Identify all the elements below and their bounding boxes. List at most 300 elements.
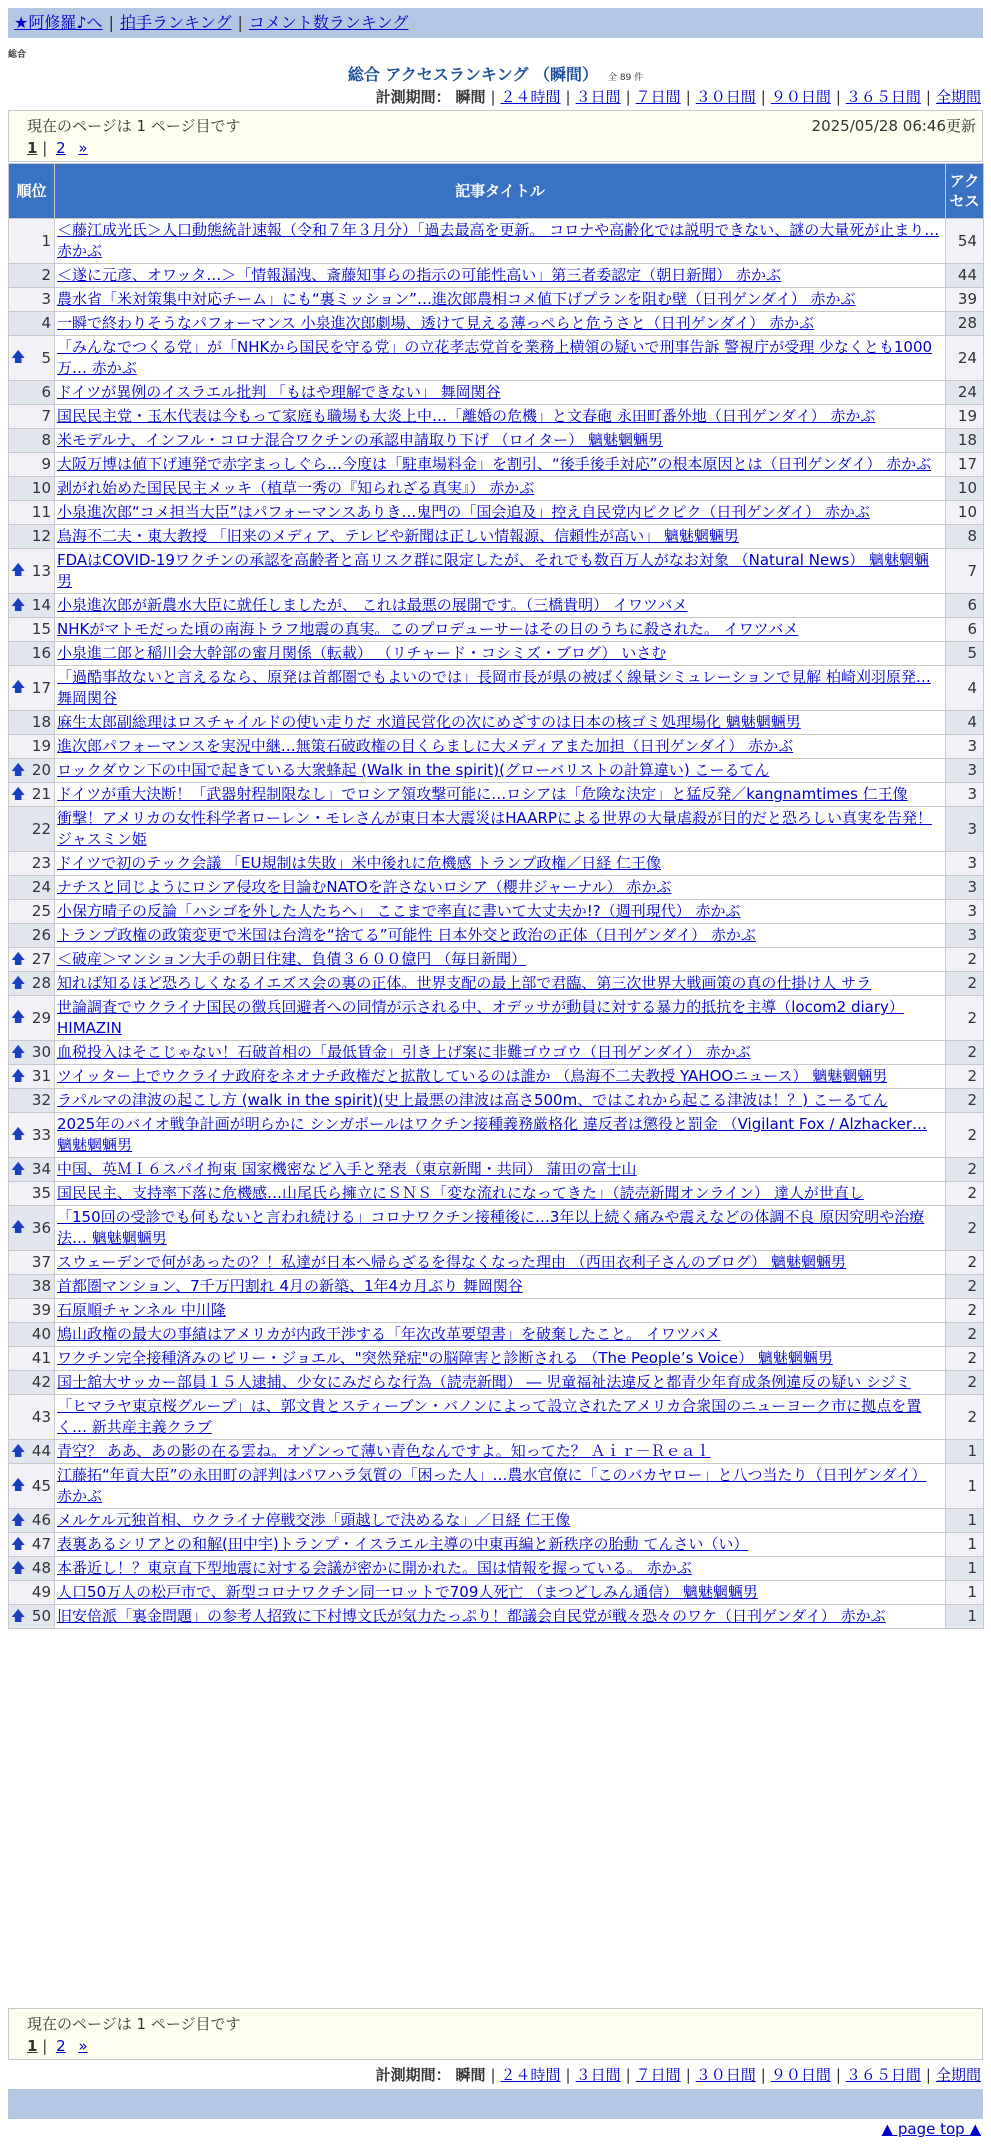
article-link[interactable]: ＜藤江成光氏＞人口動態統計速報（令和７年３月分）「過去最高を更新。 コロナや高齢化では説明できない、謎の大量死が止まり… 赤かぶ: [57, 221, 940, 260]
rank-cell: [9, 453, 55, 477]
article-link[interactable]: 小泉進次郎“コメ担当大臣”はパフォーマンスありき…鬼門の「国会追及」控え自民党内ピクピク（日刊ゲンダイ） 赤かぶ: [57, 503, 870, 521]
article-link[interactable]: 鳥海不二夫・東大教授 「旧来のメディア、テレビや新聞は正しい情報源、信頼性が高い」 魑魅魍魎男: [57, 527, 739, 545]
rank-up-arrow-icon: 🡅: [11, 1443, 26, 1459]
rank-number: 19: [31, 737, 51, 755]
title-cell: [55, 900, 946, 924]
rank-number: 48: [31, 1559, 51, 1577]
access-count: 2: [946, 1206, 984, 1251]
rank-up-arrow-icon: 🡅: [11, 1219, 26, 1236]
article-link[interactable]: 小泉進二郎と稲川会大幹部の蜜月関係（転載） （リチャード・コシミズ・ブログ） いさむ: [57, 644, 667, 662]
rank-number: 2: [41, 266, 51, 284]
article-link[interactable]: 世論調査でウクライナ国民の徴兵回避者への同情が示される中、オデッサが動員に対する暴力的抵抗を主導（locom2 diary） HIMAZIN: [57, 998, 904, 1037]
rank-up-arrow-icon: 🡅: [11, 562, 26, 579]
period-separator: |: [760, 88, 766, 106]
article-link[interactable]: ロックダウン下の中国で起きている大衆蜂起 (Walk in the spirit)(グローバリストの計算違い) こーるてん: [57, 761, 770, 779]
footer-bar: [8, 2089, 983, 2119]
rank-cell: [9, 972, 55, 996]
article-link[interactable]: 2025年のバイオ戦争計画が明らかに シンガポールはワクチン接種義務厳格化 違反者は懲役と罰金 （Vigilant Fox / Alzhacker… 魑魅魍魎男: [57, 1115, 927, 1154]
access-count: 24: [946, 336, 984, 381]
rank-number: 38: [31, 1277, 51, 1295]
title-cell: [55, 525, 946, 549]
period-separator: |: [490, 2066, 496, 2084]
access-count: 1: [946, 1581, 984, 1605]
period-selector-bottom: [376, 2064, 981, 2085]
table-row: [9, 807, 984, 852]
period-link-7d[interactable]: ７日間: [635, 2066, 681, 2084]
title-cell: [55, 1323, 946, 1347]
next-page-link[interactable]: »: [78, 2037, 88, 2055]
rank-number: 28: [31, 974, 51, 992]
rank-number: 42: [31, 1373, 51, 1391]
table-row: [9, 405, 984, 429]
rank-number: 43: [31, 1407, 51, 1426]
title-cell: [55, 264, 946, 288]
access-count: 2: [946, 1299, 984, 1323]
rank-cell: [9, 1182, 55, 1206]
article-link[interactable]: 小保方晴子の反論「ハシゴを外した人たちへ」 ここまで率直に書いて大丈夫か!?（週刊現代） 赤かぶ: [57, 902, 741, 920]
access-count: 3: [946, 783, 984, 807]
rank-cell: [9, 1371, 55, 1395]
access-count: 2: [946, 1275, 984, 1299]
period-link-all[interactable]: 全期間: [935, 88, 981, 106]
table-row: [9, 1509, 984, 1533]
rank-up-arrow-icon: 🡅: [11, 975, 26, 991]
table-row: [9, 1206, 984, 1251]
rank-cell: [9, 876, 55, 900]
access-count: 1: [946, 1464, 984, 1509]
article-link[interactable]: 「過酷事故ないと言えるなら、原発は首都圏でもよいのでは」長岡市長が県の被ばく線量シミュレーションで見解 柏崎刈羽原発… 舞岡関谷: [57, 668, 931, 707]
article-link[interactable]: ドイツで初のテック会議 「EU規制は失敗」米中後れに危機感 トランプ政権／日経 仁王像: [57, 854, 662, 872]
table-row: [9, 1089, 984, 1113]
rank-cell: [9, 1557, 55, 1581]
rank-up-arrow-icon: 🡅: [11, 1560, 26, 1576]
page-current: 1: [27, 139, 38, 157]
rank-number: 31: [31, 1067, 51, 1085]
title-cell: [55, 783, 946, 807]
table-row: [9, 642, 984, 666]
period-link-365d[interactable]: ３６５日間: [845, 88, 921, 106]
rank-cell: [9, 1113, 55, 1158]
title-cell: [55, 549, 946, 594]
article-link[interactable]: 国民民主党・玉木代表は今もって家庭も職場も大炎上中…「離婚の危機」と文春砲 永田町番外地（日刊ゲンダイ） 赤かぶ: [57, 407, 876, 425]
rank-number: 27: [31, 950, 51, 968]
access-count: 54: [946, 219, 984, 264]
title-cell: [55, 288, 946, 312]
table-row: [9, 1299, 984, 1323]
access-count: 2: [946, 1065, 984, 1089]
article-link[interactable]: 青空？ ああ、あの影の在る雲ね。オゾンって薄い青色なんですよ。知ってた？ Ａｉｒ－Ｒｅａｌ: [57, 1442, 711, 1460]
access-count: 2: [946, 1041, 984, 1065]
rank-cell: [9, 1605, 55, 1629]
title-cell: [55, 501, 946, 525]
table-row: [9, 948, 984, 972]
access-count: 3: [946, 876, 984, 900]
rank-number: 4: [41, 314, 51, 332]
access-count: 3: [946, 759, 984, 783]
article-link[interactable]: 本番近し！？東京直下型地震に対する会議が密かに開かれた。国は情報を握っている。 赤かぶ: [57, 1559, 692, 1577]
table-row: [9, 1275, 984, 1299]
table-row: [9, 735, 984, 759]
article-link[interactable]: 中国、英ＭＩ６スパイ拘束 国家機密など入手と発表（東京新聞・共同） 蒲田の富士山: [57, 1160, 637, 1178]
article-link[interactable]: 旧安倍派「裏金問題」の参考人招致に下村博文氏が気力たっぷり！都議会自民党が戦々恐々のワケ（日刊ゲンダイ） 赤かぶ: [57, 1607, 886, 1625]
title-cell: [55, 1605, 946, 1629]
access-count: 2: [946, 948, 984, 972]
rank-up-arrow-icon: 🡅: [11, 1512, 26, 1528]
table-row: [9, 1371, 984, 1395]
page-2-link[interactable]: 2: [56, 139, 66, 157]
page-info-top: [8, 110, 983, 162]
rank-up-arrow-icon: 🡅: [11, 951, 26, 967]
period-separator: |: [685, 88, 691, 106]
article-link[interactable]: 鳩山政権の最大の事績はアメリカが内政干渉する「年次改革要望書」を破棄したこと。 イワツバメ: [57, 1325, 721, 1343]
rank-cell: [9, 1089, 55, 1113]
rank-up-arrow-icon: 🡅: [11, 1126, 26, 1143]
period-separator: |: [925, 88, 931, 106]
table-row: [9, 711, 984, 735]
article-link[interactable]: トランプ政権の政策変更で米国は台湾を“捨てる”可能性 日本外交と政治の正体（日刊ゲンダイ） 赤かぶ: [57, 926, 756, 944]
rank-cell: [9, 1440, 55, 1464]
title-cell: [55, 1206, 946, 1251]
table-row: [9, 924, 984, 948]
period-separator: |: [925, 2066, 931, 2084]
rank-number: 46: [31, 1511, 51, 1529]
period-separator: |: [835, 2066, 841, 2084]
table-row: [9, 501, 984, 525]
rank-cell: [9, 1206, 55, 1251]
table-row: [9, 1533, 984, 1557]
rank-number: 10: [31, 479, 51, 497]
title-cell: [55, 618, 946, 642]
article-link[interactable]: 江藤拓“年貢大臣”の永田町の評判はパワハラ気質の「困った人」…農水官僚に「このバカヤロー」と八つ当たり（日刊ゲンダイ） 赤かぶ: [57, 1466, 927, 1505]
title-cell: [55, 1251, 946, 1275]
rank-number: 9: [41, 455, 51, 473]
title-cell: [55, 924, 946, 948]
access-count: 6: [946, 594, 984, 618]
title-cell: [55, 711, 946, 735]
title-cell: [55, 1533, 946, 1557]
article-link[interactable]: メルケル元独首相、ウクライナ停戦交渉「頭越しで決めるな」／日経 仁王像: [57, 1511, 571, 1529]
page-current: 1: [27, 2037, 38, 2055]
access-count: 5: [946, 642, 984, 666]
table-row: [9, 264, 984, 288]
table-row: [9, 1557, 984, 1581]
article-link[interactable]: ＜遂に元彦、オワッタ…＞「情報漏洩、斎藤知事らの指示の可能性高い」第三者委認定（朝日新聞） 赤かぶ: [57, 266, 782, 284]
table-row: [9, 1041, 984, 1065]
rank-cell: [9, 618, 55, 642]
pager-separator: |: [42, 139, 48, 157]
rank-cell: [9, 429, 55, 453]
article-link[interactable]: 国民民主、支持率下落に危機感…山尾氏ら擁立にＳＮＳ「変な流れになってきた」（読売新聞オンライン） 達人が世直し: [57, 1184, 864, 1202]
table-row: [9, 1347, 984, 1371]
article-link[interactable]: 小泉進次郎が新農水大臣に就任しましたが、 これは最悪の展開です。（三橋貴明） イワツバメ: [57, 596, 688, 614]
table-row: [9, 1323, 984, 1347]
page-title: [0, 62, 991, 85]
current-page-text: 現在のページは 1 ページ目です: [27, 117, 241, 135]
updated-timestamp: 2025/05/28 06:46更新: [811, 117, 976, 135]
pager-separator: |: [42, 2037, 48, 2055]
rank-cell: [9, 666, 55, 711]
title-cell: [55, 381, 946, 405]
access-count: 6: [946, 618, 984, 642]
article-link[interactable]: 米モデルナ、インフル・コロナ混合ワクチンの承認申請取り下げ （ロイター） 魑魅魍魎男: [57, 431, 663, 449]
rank-number: 32: [31, 1091, 51, 1109]
access-count: 1: [946, 1533, 984, 1557]
article-link[interactable]: スウェーデンで何があったの？！私達が日本へ帰らざるを得なくなった理由 （西田衣利子さんのブログ） 魑魅魍魎男: [57, 1253, 846, 1271]
article-link[interactable]: 農水省「米対策集中対応チーム」にも“裏ミッション”…進次郎農相コメ値下げプランを阻む壁（日刊ゲンダイ） 赤かぶ: [57, 290, 856, 308]
article-link[interactable]: 麻生太郎副総理はロスチャイルドの使い走りだ 水道民営化の次にめざすのは日本の核ゴミ処理場化 魑魅魍魎男: [57, 713, 801, 731]
access-count: 4: [946, 711, 984, 735]
access-count: 2: [946, 1371, 984, 1395]
title-cell: [55, 1113, 946, 1158]
rank-number: 13: [31, 561, 51, 580]
ranking-body: [9, 219, 984, 1629]
page-top-label[interactable]: ▲ page top ▲: [881, 2120, 981, 2138]
article-link[interactable]: ラパルマの津波の起こし方 (walk in the spirit)(史上最悪の津波は高さ500m、ではこれから起こる津波は！？) こーるてん: [57, 1091, 888, 1109]
article-link[interactable]: 知れば知るほど恐ろしくなるイエズス会の裏の正体。世界支配の最上部で君臨、第三次世界大戦画策の真の仕掛け人 サラ: [57, 974, 872, 992]
title-cell: [55, 312, 946, 336]
rank-number: 23: [31, 854, 51, 872]
article-link[interactable]: 首都圏マンション、7千万円割れ 4月の新築、1年4カ月ぶり 舞岡関谷: [57, 1277, 523, 1295]
rank-up-arrow-icon: 🡅: [11, 1044, 26, 1060]
rank-cell: [9, 642, 55, 666]
ranking-table: [8, 163, 984, 1629]
table-row: [9, 312, 984, 336]
article-link[interactable]: ＜破産＞マンション大手の朝日住建、負債３６００億円 （毎日新聞）: [57, 950, 527, 968]
title-cell: [55, 666, 946, 711]
rank-cell: [9, 924, 55, 948]
period-link-30d[interactable]: ３０日間: [695, 88, 756, 106]
period-link-365d[interactable]: ３６５日間: [845, 2066, 921, 2084]
article-link[interactable]: 衝撃！アメリカの女性科学者ローレン・モレさんが東日本大震災はHAARPによる世界の大量虐殺が目的だと恐ろしい真実を告発！ ジャスミン姫: [57, 809, 932, 848]
rank-number: 18: [31, 713, 51, 731]
title-cell: [55, 876, 946, 900]
rank-cell: [9, 1065, 55, 1089]
table-row: [9, 876, 984, 900]
access-count: 3: [946, 807, 984, 852]
table-row: [9, 1464, 984, 1509]
article-link[interactable]: 剥がれ始めた国民民主メッキ（植草一秀の『知られざる真実』） 赤かぶ: [57, 479, 535, 497]
title-cell: [55, 477, 946, 501]
table-row: [9, 219, 984, 264]
rank-cell: [9, 381, 55, 405]
next-page-link[interactable]: »: [78, 139, 88, 157]
rank-cell: [9, 477, 55, 501]
title-cell: [55, 405, 946, 429]
table-row: [9, 525, 984, 549]
home-link[interactable]: ★阿修羅♪へ: [14, 13, 103, 32]
rank-number: 35: [31, 1184, 51, 1202]
access-count: 39: [946, 288, 984, 312]
access-count: 3: [946, 735, 984, 759]
period-current: 瞬間: [455, 2066, 486, 2084]
rank-number: 7: [41, 407, 51, 425]
table-row: [9, 1158, 984, 1182]
rank-cell: [9, 852, 55, 876]
rank-cell: [9, 996, 55, 1041]
title-cell: [55, 948, 946, 972]
period-separator: |: [835, 88, 841, 106]
title-cell: [55, 336, 946, 381]
article-link[interactable]: ドイツが重大決断！「武器射程制限なし」でロシア領攻撃可能に…ロシアは「危険な決定」と猛反発／kangnamtimes 仁王像: [57, 785, 908, 803]
rank-number: 6: [41, 383, 51, 401]
article-link[interactable]: 進次郎パフォーマンスを実況中継…無策石破政権の目くらましに大メディアまた加担（日刊ゲンダイ） 赤かぶ: [57, 737, 794, 755]
article-link[interactable]: 血税投入はそこじゃない！石破首相の「最低賃金」引き上げ案に非難ゴウゴウ（日刊ゲンダイ） 赤かぶ: [57, 1043, 751, 1061]
rank-cell: [9, 264, 55, 288]
rank-cell: [9, 336, 55, 381]
access-count: 3: [946, 900, 984, 924]
rank-number: 17: [31, 678, 51, 697]
col-access-header: アクセス: [946, 164, 984, 219]
article-link[interactable]: ナチスと同じようにロシア侵攻を目論むNATOを許さないロシア（櫻井ジャーナル） 赤かぶ: [57, 878, 672, 896]
page-info-bottom: [8, 2008, 983, 2060]
rank-up-arrow-icon: 🡅: [11, 1608, 26, 1624]
title-cell: [55, 1089, 946, 1113]
total-count: 全 89 件: [608, 73, 644, 83]
clap-ranking-link[interactable]: 拍手ランキング: [119, 13, 232, 32]
table-row: [9, 1440, 984, 1464]
rank-number: 1: [41, 231, 51, 250]
title-cell: [55, 1509, 946, 1533]
rank-cell: [9, 1275, 55, 1299]
rank-up-arrow-icon: 🡅: [11, 1477, 26, 1494]
title-cell: [55, 1347, 946, 1371]
article-link[interactable]: 国士舘大サッカー部員１５人逮捕、少女にみだらな行為（読売新聞） ― 児童福祉法違反と都青少年育成条例違反の疑い シジミ: [57, 1373, 911, 1391]
access-count: 3: [946, 924, 984, 948]
table-row: [9, 288, 984, 312]
article-link[interactable]: 大阪万博は値下げ連発で赤字まっしぐら…今度は「駐車場料金」を割引、“後手後手対応”の根本原因とは（日刊ゲンダイ） 赤かぶ: [57, 455, 932, 473]
rank-up-arrow-icon: 🡅: [11, 349, 26, 366]
title-cell: [55, 642, 946, 666]
pager: [27, 137, 964, 159]
rank-up-arrow-icon: 🡅: [11, 762, 26, 778]
rank-up-arrow-icon: 🡅: [11, 1009, 26, 1026]
nav-separator: |: [108, 13, 114, 32]
table-row: [9, 1605, 984, 1629]
top-nav-bar: [8, 8, 983, 38]
title-cell: [55, 1158, 946, 1182]
rank-number: 39: [31, 1301, 51, 1319]
title-cell: [55, 735, 946, 759]
rank-number: 49: [31, 1583, 51, 1601]
rank-number: 44: [31, 1442, 51, 1460]
period-label: 計測期間：: [375, 88, 451, 106]
access-count: 44: [946, 264, 984, 288]
article-link[interactable]: ツイッター上でウクライナ政府をネオナチ政権だと拡散しているのは誰か （鳥海不二夫教授 YAHOOニュース） 魑魅魍魎男: [57, 1067, 888, 1085]
title-cell: [55, 1371, 946, 1395]
rank-number: 20: [31, 761, 51, 779]
article-link[interactable]: ワクチン完全接種済みのビリー・ジョエル、"突然発症"の脳障害と診断される （The People’s Voice） 魑魅魍魎男: [57, 1349, 833, 1367]
title-cell: [55, 1395, 946, 1440]
period-link-30d[interactable]: ３０日間: [695, 2066, 756, 2084]
period-separator: |: [760, 2066, 766, 2084]
article-link[interactable]: FDAはCOVID-19ワクチンの承認を高齢者と高リスク群に限定したが、それでも数百万人がなお対象 （Natural News） 魑魅魍魎男: [57, 551, 930, 590]
table-row: [9, 1182, 984, 1206]
rank-cell: [9, 735, 55, 759]
rank-number: 12: [31, 527, 51, 545]
article-link[interactable]: 一瞬で終わりそうなパフォーマンス 小泉進次郎劇場、透けて見える薄っぺらと危うさと（日刊ゲンダイ） 赤かぶ: [57, 314, 815, 332]
period-current: 瞬間: [455, 88, 486, 106]
period-separator: |: [565, 2066, 571, 2084]
article-link[interactable]: 石原順チャンネル 中川隆: [57, 1301, 226, 1319]
title-cell: [55, 594, 946, 618]
access-count: 2: [946, 1182, 984, 1206]
rank-cell: [9, 1581, 55, 1605]
rank-number: 15: [31, 620, 51, 638]
table-row: [9, 618, 984, 642]
access-count: 2: [946, 1251, 984, 1275]
article-link[interactable]: ドイツが異例のイスラエル批判 「もはや理解できない」 舞岡関谷: [57, 383, 501, 401]
table-row: [9, 1395, 984, 1440]
page-top-link[interactable]: [882, 2120, 981, 2138]
rank-number: 5: [41, 348, 51, 367]
access-count: 2: [946, 1347, 984, 1371]
access-count: 2: [946, 1323, 984, 1347]
rank-cell: [9, 1533, 55, 1557]
rank-number: 36: [31, 1218, 51, 1237]
rank-cell: [9, 594, 55, 618]
title-cell: [55, 1581, 946, 1605]
rank-number: 47: [31, 1535, 51, 1553]
article-link[interactable]: 「ヒマラヤ東京桜グループ」は、郭文貴とスティーブン・バノンによって設立されたアメリカ合衆国のニューヨーク市に拠点を置く… 新共産主義クラブ: [57, 1397, 922, 1436]
rank-cell: [9, 405, 55, 429]
rank-number: 29: [31, 1008, 51, 1027]
period-link-24h[interactable]: ２４時間: [500, 2066, 561, 2084]
article-link[interactable]: 表裏あるシリアとの和解(田中宇)トランプ・イスラエル主導の中東再編と新秩序の胎動 てんさい（い）: [57, 1535, 749, 1553]
rank-number: 25: [31, 902, 51, 920]
access-count: 1: [946, 1509, 984, 1533]
access-count: 10: [946, 501, 984, 525]
access-count: 2: [946, 1089, 984, 1113]
period-link-90d[interactable]: ９０日間: [770, 88, 831, 106]
page-2-link[interactable]: 2: [56, 2037, 66, 2055]
title-cell: [55, 1065, 946, 1089]
title-cell: [55, 1440, 946, 1464]
rank-cell: [9, 1041, 55, 1065]
period-link-24h[interactable]: ２４時間: [500, 88, 561, 106]
period-link-3d[interactable]: ３日間: [575, 2066, 621, 2084]
table-header: [9, 164, 984, 219]
table-row: [9, 759, 984, 783]
rank-number: 21: [31, 785, 51, 803]
period-link-all[interactable]: 全期間: [935, 2066, 981, 2084]
access-count: 24: [946, 381, 984, 405]
comment-ranking-link[interactable]: コメント数ランキング: [248, 13, 409, 32]
title-cell: [55, 996, 946, 1041]
rank-number: 26: [31, 926, 51, 944]
period-link-90d[interactable]: ９０日間: [770, 2066, 831, 2084]
col-title-header: 記事タイトル: [55, 164, 946, 219]
period-link-3d[interactable]: ３日間: [575, 88, 621, 106]
rank-number: 8: [41, 431, 51, 449]
table-row: [9, 381, 984, 405]
article-link[interactable]: 人口50万人の松戸市で、新型コロナワクチン同一ロットで709人死亡 （まつどしみん通信） 魑魅魍魎男: [57, 1583, 758, 1601]
title-cell: [55, 972, 946, 996]
article-link[interactable]: 「150回の受診でも何もないと言われ続ける」コロナワクチン接種後に…3年以上続く痛みや震えなどの体調不良 原因究明や治療法… 魑魅魍魎男: [57, 1208, 925, 1247]
period-separator: |: [685, 2066, 691, 2084]
rank-cell: [9, 759, 55, 783]
rank-cell: [9, 900, 55, 924]
rank-up-arrow-icon: 🡅: [11, 679, 26, 696]
access-count: 1: [946, 1605, 984, 1629]
ranking-title: 総合 アクセスランキング （瞬間）: [347, 65, 598, 84]
title-cell: [55, 219, 946, 264]
article-link[interactable]: 「みんなでつくる党」が「NHKから国民を守る党」の立花孝志党首を業務上横領の疑いで刑事告訴 警視庁が受理 少なくとも1000万… 赤かぶ: [57, 338, 933, 377]
article-link[interactable]: NHKがマトモだった頃の南海トラフ地震の真実。このプロデューサーはその日のうちに殺された。 イワツバメ: [57, 620, 799, 638]
table-row: [9, 453, 984, 477]
period-link-7d[interactable]: ７日間: [635, 88, 681, 106]
table-row: [9, 549, 984, 594]
rank-cell: [9, 1464, 55, 1509]
